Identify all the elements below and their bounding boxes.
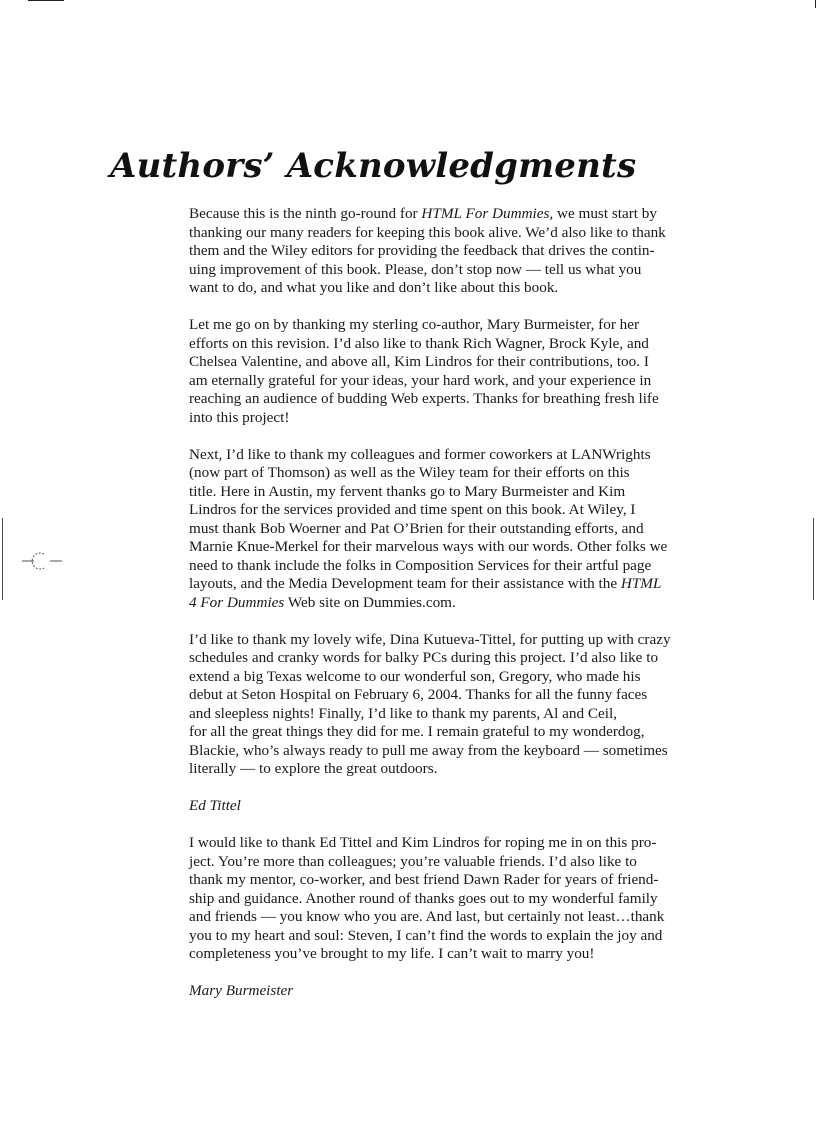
book-title-italic: HTML For Dummies, [421, 205, 554, 222]
page-title: Authors’ Acknowledgments [110, 146, 637, 186]
margin-rule-right [813, 518, 814, 600]
book-title-italic: HTML 4 For Dummies [189, 575, 662, 611]
signature-mary-burmeister: Mary Burmeister [189, 982, 294, 999]
paragraph: Because this is the ninth go-round for HTML For Dummies, we must start by thanking our many readers for keeping this book alive. We’d also like to thank them and the Wiley editors for providing the feedback that drives the contin- uing improvement of this book. Please, don’t stop now — tell us what you want to do, and what you like and don’t like about this book. [189, 205, 666, 296]
acknowledgments-body [189, 205, 709, 1019]
signature-ed-tittel: Ed Tittel [189, 797, 241, 814]
registration-mark-icon [0, 520, 70, 600]
paragraph: I’d like to thank my lovely wife, Dina Kutueva-Tittel, for putting up with crazy schedules and cranky words for balky PCs during this project. I’d also like to extend a big Texas welcome to our wonderful son, Gregory, who made his debut at Seton Hospital on February 6, 2004. Thanks for all the funny faces and sleepless nights! Finally, I’d like to thank my parents, Al and Ceil, for all the great things they did for me. I remain grateful to my wonderdog, Blackie, who’s always ready to pull me away from the keyboard — sometimes literally — to explore the great outdoors. [189, 630, 671, 777]
paragraph: Let me go on by thanking my sterling co-author, Mary Burmeister, for her efforts on this revision. I’d also like to thank Rich Wagner, Brock Kyle, and Chelsea Valentine, and above all, Kim Lindros for their contributions, too. I am eternally grateful for your ideas, your hard work, and your experience in reaching an audience of budding Web experts. Thanks for breathing fresh life into this project! [189, 316, 659, 426]
paragraph: I would like to thank Ed Tittel and Kim Lindros for roping me in on this pro- ject. You’re more than colleagues; you’re valuable friends. I’d also like to thank my mentor, co-worker, and best friend Dawn Rader for years of friend- ship and guidance. Another round of thanks goes out to my wonderful family and friends — you know who you are. And last, but certainly not least…thank you to my heart and soul: Steven, I can’t find the words to explain the joy and completeness you’ve brought to my life. I can’t wait to marry you! [189, 834, 665, 962]
crop-mark-top [28, 0, 64, 1]
paragraph: Next, I’d like to thank my colleagues and former coworkers at LANWrights (now part of Thomson) as well as the Wiley team for their efforts on this title. Here in Austin, my fervent thanks go to Mary Burmeister and Kim Lindros for the services provided and time spent on this book. At Wiley, I must thank Bob Woerner and Pat O’Brien for their outstanding efforts, and Marnie Knue-Merkel for their marvelous ways with our words. Other folks we need to thank include the folks in Composition Services for their artful page layouts, and the Media Development team for their assistance with the HTML 4 For Dummies Web site on Dummies.com. [189, 445, 668, 611]
